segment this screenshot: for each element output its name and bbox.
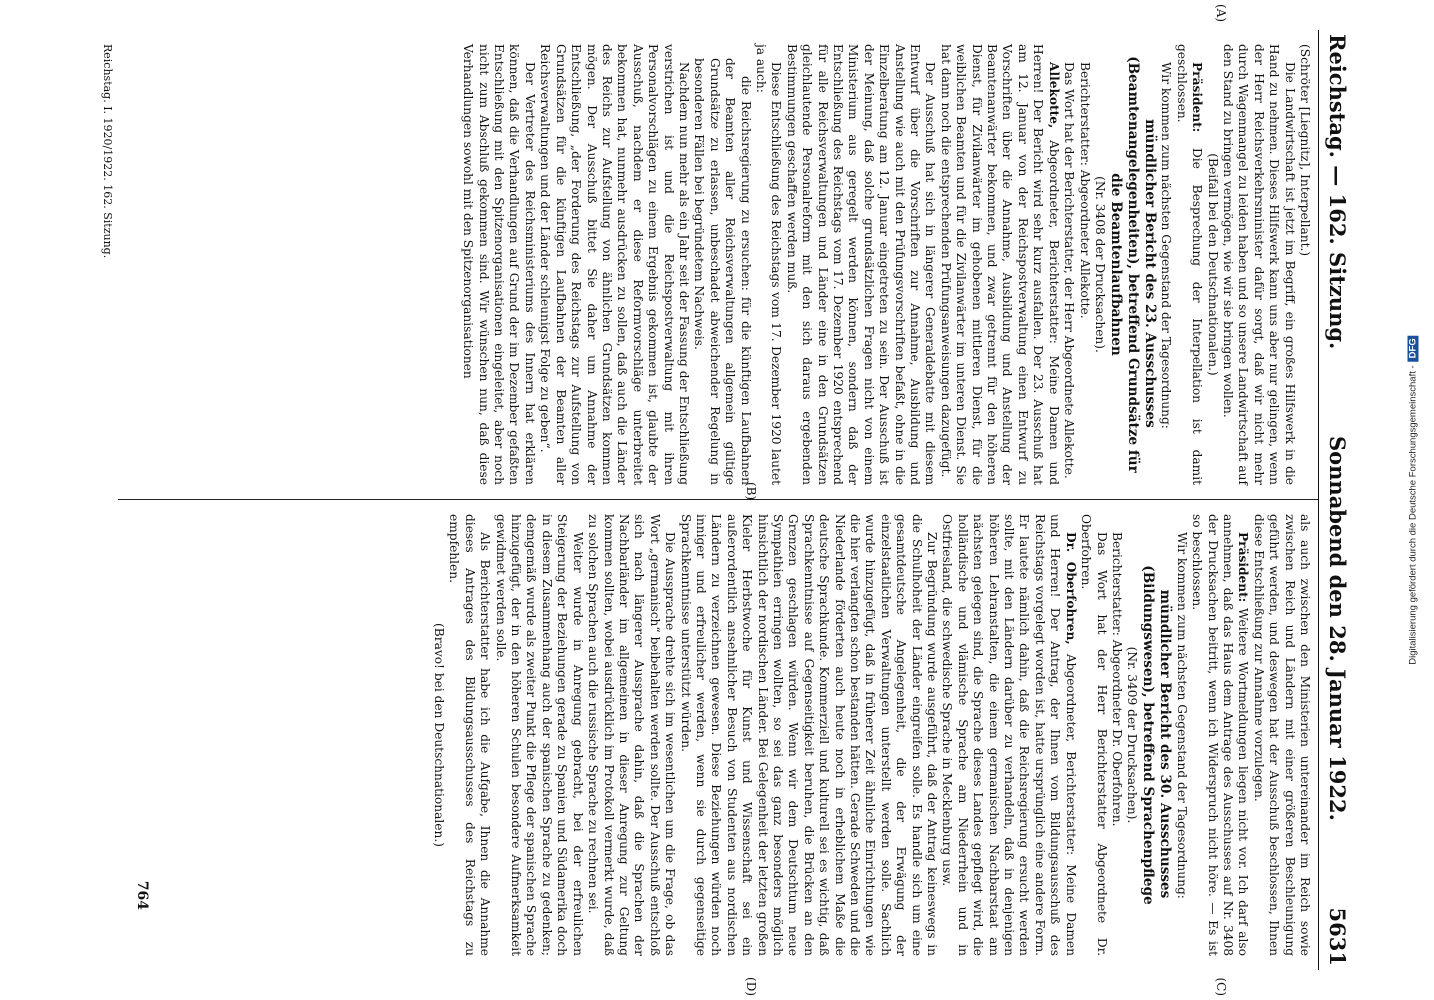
paragraph: Allekotte, Abgeordneter, Berichterstatter: Meine Damen und Herren! Der Bericht wird sehr kurz ausfallen. Der 23. Ausschuß hat am 12. Januar von der Reichspostverwaltung einen Entwurf zu Vorschriften über die Annahme, Ausbildung und Anstellung der Beamtenanwärter bekommen, und zwar getrennt für den höheren Dienst, für Zivilanwärter im gehobenen mittleren Dienst, für die weiblichen Beamten und für die Zivilanwärter im unteren Dienst. Sie hat dann noch die entsprechenden Prüfungsanweisungen dazugefügt. <box>938 44 1061 485</box>
applause-note: (Beifall bei den Deutschnationalen.) <box>1205 153 1220 376</box>
agenda-heading: mündlicher Bericht des 23. Ausschusses (Beamtenangelegenheiten), betreffend Grundsätze für die Beamtenlaufbahnen <box>1107 56 1158 473</box>
header-date: Sonnabend den 28. Januar 1922. <box>1325 435 1350 821</box>
paragraph: Als Berichterstatter habe ich die Aufgabe, Ihnen die Annahme dieses Antrages des Bildungsausschusses des Reichstags zu empfehlen. <box>447 514 493 956</box>
speaker-name: Allekotte, <box>1046 62 1061 129</box>
right-column <box>118 500 1318 970</box>
header-left: Reichstag. — 162. Sitzung. <box>1325 34 1350 350</box>
left-column <box>118 30 1318 500</box>
text-columns <box>118 4 1318 996</box>
margin-marker-a: (A) <box>1214 4 1228 23</box>
paragraph: Zur Begründung wurde ausgeführt, daß der Antrag keineswegs in die Schulhoheit der Länder eingreifen solle. Es handle sich um eine gesamtdeutsche Angelegenheit, die der Erwägung der einzelstaatlichen Verwaltungen unterstellt werden solle. Sachlich wurde hinzugefügt, daß in früherer Zeit ähnliche Einrichtungen wie die hier verlangten schon bestanden hätten. Gerade Schweden und die Niederlande förderten auch heute noch in erheblichem Maße die deutsche Sprachkunde. Kommerziell und kulturell sei es wichtig, daß Sprachkenntnisse auf Gegenseitigkeit beruhen, die Brücken an den Grenzen geschlagen würden. Wenn wir dem Deutschtum neue Sympathien erringen wollten, so sei das ganz besonders möglich hinsichtlich der nordischen Länder. Bei Gelegenheit der letzten großen Kieler Herbstwoche für Kunst und Wissenschaft sei ein außerordentlich ansehnlicher Besuch von Studenten aus nordischen Ländern zu verzeichnen gewesen. Diese Beziehungen würden noch inniger und erfreulicher werden, wenn sie durch gegenseitige Sprachkenntnisse unterstützt würden. <box>678 514 940 956</box>
running-head <box>1318 30 1350 970</box>
margin-marker-d: (D) <box>744 977 758 996</box>
digitization-credit: Digitalisierung gefördert durch die Deutsche Forschungsgemeinschaft -DFG <box>1408 335 1419 664</box>
agenda-subheading: (Nr. 3409 der Drucksachen). <box>1125 646 1140 824</box>
applause-note: (Bravo! bei den Deutschnationalen.) <box>432 623 447 847</box>
speaker-name: Präsident: <box>1190 62 1205 133</box>
rotated-page <box>60 4 1350 996</box>
paragraph: Berichterstatter: Abgeordneter Allekotte. <box>1077 62 1092 319</box>
paragraph: Wir kommen zum nächsten Gegenstand der Tagesordnung: <box>1159 62 1174 429</box>
paragraph: Der Vertreter des Reichsministeriums des Innern hat erklären können, daß die Verhandlungen auf Grund der im Dezember gefaßten Entschließung mit den Spitzenorganisationen eingeleitet, aber noch nicht zum Abschluß gekommen sind. Wir wünschen nun, daß diese Verhandlungen sowohl mit den Spitzenorganisationen <box>461 44 537 485</box>
paragraph: Nachdem nun mehr als ein Jahr seit der Fassung der Entschließung verstrichen ist und die Reichspostverwaltung mit ihren Personalvorschlägen zu einem Ergebnis gekommen ist, glaubte der Ausschuß, nachdem er diese Reformvorschläge unterbreitet bekommen hat, nunmehr ausdrücken zu sollen, daß auch die Länder des Reichs zur Aufstellung von ähnlichen Grundsätzen kommen mögen. Der Ausschuß bittet Sie daher um Annahme der Entschließung, „der Forderung des Reichstags zur Aufstellung von Grundsätzen für die künftigen Laufbahnen der Beamten aller Reichsverwaltungen und der Länder schleunigst Folge zu geben“. <box>538 44 691 485</box>
speaker-name: Dr. Oberfohren, <box>1063 532 1078 645</box>
paragraph: Diese Entschließung des Reichstags vom 17. Dezember 1920 lautet ja auch: <box>754 44 784 485</box>
paragraph: Weiter wurde in Anregung gebracht, bei der erfreulichen Steigerung der Beziehungen gerade zu Spanien und Südamerika doch in diesem Zusammenhang auch der spanischen Sprache zu gedenken; demgemäß wurde als zweiter Punkt die Pflege der spanischen Sprache hinzugefügt, der in den höheren Schulen besondere Aufmerksamkeit gewidmet werden solle. <box>493 514 585 956</box>
paragraph: Das Wort hat der Herr Berichterstatter Abgeordnete Dr. Oberfohren. <box>1079 514 1109 956</box>
paragraph: Dr. Oberfohren, Abgeordneter, Berichterstatter: Meine Damen und Herren! Der Antrag, der Ihnen vom Bildungsausschuß des Reichstags vorgelegt worden ist, hatte ursprünglich eine andere Form. Er lautete nämlich dahin, daß die Reichsregierung ersucht werden sollte, mit den Ländern darüber zu verhandeln, daß in denjenigen höheren Lehranstalten, die einem germanischen Nachbarstaat am nächsten gelegen sind, die Sprache dieses Landes gepflegt wird, die holländische und vlämische Sprache am Niederrhein und in Ostfriesland, die schwedische Sprache in Mecklenburg usw. <box>940 514 1078 956</box>
paragraph: Präsident: Die Besprechung der Interpellation ist damit geschlossen. <box>1174 44 1205 485</box>
speaker-note: (Schröter [Liegnitz], Interpellant.) <box>1298 44 1312 257</box>
margin-marker-c: (C) <box>1214 977 1228 996</box>
margin-marker-b: (B) <box>744 482 758 501</box>
agenda-subheading: (Nr. 3408 der Drucksachen). <box>1092 176 1107 353</box>
dfg-logo: DFG <box>1408 335 1419 361</box>
paragraph: Der Ausschuß hat sich in längerer Generaldebatte mit diesem Entwurf über die Vorschriften zur Annahme, Ausbildung und Anstellung wie auch mit den Prüfungsvorschriften befaßt, ohne in die Einzelberatung am 12. Januar eingetreten zu sein. Der Ausschuß ist der Meinung, daß solche grundsätzlichen Fragen nicht von einem Ministerium aus geregelt werden können, sondern daß der Entschließung des Reichstags vom 17. Dezember 1920 entsprechend für alle Reichsverwaltungen und Länder eine in den Grundsätzen gleichlautende Personalreform mit den sich daraus ergebenden Bestimmungen geschaffen werden muß. <box>784 44 938 485</box>
footer-number: 764 <box>134 880 150 910</box>
speaker-name: Präsident: <box>1236 532 1251 603</box>
paragraph: Berichterstatter: Abgeordneter Dr. Oberfohren. <box>1109 532 1124 827</box>
footer-left: Reichstag. I. 1920/1922. 162. Sitzung. <box>101 44 114 259</box>
page-number: 5631 <box>1325 907 1350 966</box>
digitization-sidebar <box>1398 10 1428 990</box>
paragraph: Präsident: Weitere Wortmeldungen liegen nicht vor. Ich darf also annehmen, daß das Haus dem Antrage des Ausschusses auf Nr. 3408 der Drucksachen beitritt, wenn ich Widerspruch nicht höre. — Es ist so beschlossen. <box>1190 514 1251 956</box>
paragraph: Die Landwirtschaft ist jetzt im Begriff, ein großes Hilfswerk in die Hand zu nehmen. Dieses Hilfswerk kann uns aber nur gelingen, wenn der Herr Reichsverkehrsminister dafür sorgt, daß wir nicht mehr durch Wagenmangel zu leiden haben und so unsere Landwirtschaft auf den Stand zu bringen vermögen, wie wir sie bringen wollen. <box>1220 44 1297 485</box>
paragraph: als auch zwischen den Ministerien untereinander im Reich sowie zwischen Reich und Ländern mit einer größeren Beschleunigung geführt werden, und deswegen hat der Ausschuß beschlossen, Ihnen diese Entschließung zur Annahme vorzulegen. <box>1251 514 1312 956</box>
paragraph: Die Aussprache drehte sich im wesentlichen um die Frage, ob das Wort „germanisch“ beibehalten werden sollte. Der Ausschuß entschloß sich nach längerer Aussprache dahin, daß die Sprachen der Nachbarländer im allgemeinen in dieser Anregung zur Geltung kommen sollten, wobei ausdrücklich im Protokoll vermerkt wurde, daß zu solchen Sprachen auch die russische Sprache zu rechnen sei. <box>586 514 678 956</box>
agenda-heading: mündlicher Bericht des 30. Ausschusses (Bildungswesen), betreffend Sprachenpflege <box>1140 565 1174 905</box>
paragraph: Wir kommen zum nächsten Gegenstand der Tagesordnung: <box>1174 532 1189 899</box>
quoted-resolution: die Reichsregierung zu ersuchen: für die künftigen Laufbahnen der Beamten aller Reichsverwaltungen allgemein gültige Grundsätze zu erlassen, unbeschadet abweichender Regelung in besonderen Fällen bei begründetem Nachweis. <box>692 58 753 485</box>
paragraph: Das Wort hat der Berichterstatter, der Herr Abgeordnete Allekotte. <box>1062 62 1077 479</box>
